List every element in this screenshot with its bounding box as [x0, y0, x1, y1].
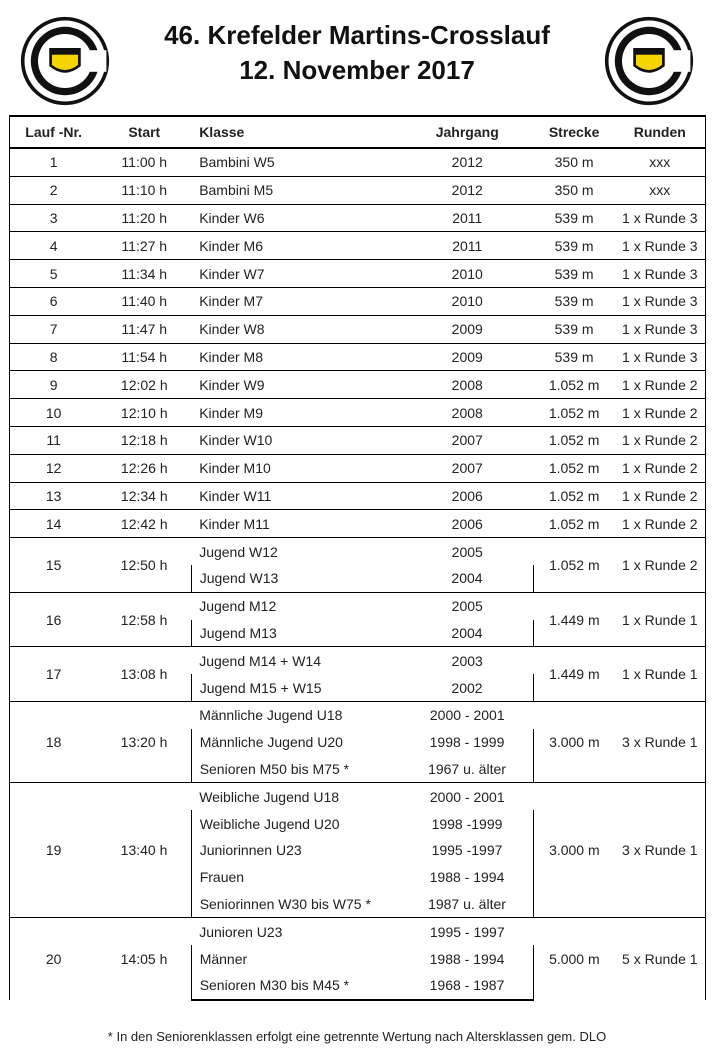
table-row [10, 647, 706, 674]
schedule-table [9, 115, 706, 1001]
cell-jahrgang: 2005 [401, 592, 534, 619]
cell-lauf-nr: 18 [10, 701, 98, 782]
table-row [10, 538, 706, 565]
cell-start: 14:05 h [97, 918, 191, 1000]
cell-klasse: Senioren M50 bis M75 * [191, 756, 401, 783]
footnote: * In den Seniorenklassen erfolgt eine getrennte Wertung nach Altersklassen gem. DLO [107, 1029, 607, 1044]
cell-strecke: 539 m [534, 343, 615, 371]
cell-strecke: 1.052 m [534, 371, 615, 399]
cell-start: 12:02 h [97, 371, 191, 399]
cell-runden: 1 x Runde 2 [615, 538, 706, 593]
cell-klasse: Jugend M15 + W15 [191, 674, 401, 701]
cell-jahrgang: 1967 u. älter [401, 756, 534, 783]
cell-jahrgang: 2010 [401, 287, 534, 315]
cell-klasse: Jugend M14 + W14 [191, 647, 401, 674]
cell-start: 12:42 h [97, 510, 191, 538]
column-header-start: Start [97, 116, 191, 148]
cell-start: 11:00 h [97, 148, 191, 176]
cell-runden: 1 x Runde 3 [615, 204, 706, 232]
cell-strecke: 539 m [534, 232, 615, 260]
cell-jahrgang: 2011 [401, 232, 534, 260]
cell-start: 12:58 h [97, 592, 191, 647]
cell-lauf-nr: 15 [10, 538, 98, 593]
cell-jahrgang: 2007 [401, 454, 534, 482]
cell-klasse: Kinder M7 [191, 287, 401, 315]
cell-lauf-nr: 14 [10, 510, 98, 538]
cell-runden: 1 x Runde 2 [615, 482, 706, 510]
page-title [110, 18, 604, 88]
cell-klasse: Kinder M11 [191, 510, 401, 538]
cell-klasse: Männliche Jugend U18 [191, 701, 401, 728]
cell-jahrgang: 2006 [401, 482, 534, 510]
cell-klasse: Jugend W12 [191, 538, 401, 565]
cell-start: 13:40 h [97, 783, 191, 918]
cell-runden: 1 x Runde 2 [615, 426, 706, 454]
cell-strecke: 1.052 m [534, 454, 615, 482]
cell-lauf-nr: 10 [10, 399, 98, 427]
cell-jahrgang: 1998 - 1999 [401, 729, 534, 756]
table-row [10, 399, 706, 427]
cell-jahrgang: 2010 [401, 260, 534, 288]
cell-klasse: Juniorinnen U23 [191, 837, 401, 864]
cell-strecke: 3.000 m [534, 783, 615, 918]
cell-klasse: Junioren U23 [191, 918, 401, 945]
schedule-body [10, 148, 706, 1000]
cell-strecke: 350 m [534, 176, 615, 204]
cell-runden: 1 x Runde 3 [615, 315, 706, 343]
cell-start: 13:20 h [97, 701, 191, 782]
club-logo-icon [604, 16, 694, 106]
cell-lauf-nr: 11 [10, 426, 98, 454]
cell-klasse: Kinder W11 [191, 482, 401, 510]
cell-lauf-nr: 19 [10, 783, 98, 918]
cell-klasse: Frauen [191, 864, 401, 891]
cell-klasse: Kinder M10 [191, 454, 401, 482]
table-row [10, 371, 706, 399]
cell-strecke: 1.052 m [534, 426, 615, 454]
cell-jahrgang: 2012 [401, 148, 534, 176]
title-line-date: 12. November 2017 [239, 55, 475, 85]
cell-runden: 1 x Runde 3 [615, 287, 706, 315]
cell-jahrgang: 2004 [401, 565, 534, 592]
cell-lauf-nr: 1 [10, 148, 98, 176]
cell-runden: 1 x Runde 2 [615, 454, 706, 482]
cell-strecke: 350 m [534, 148, 615, 176]
cell-klasse: Kinder W6 [191, 204, 401, 232]
column-header-klasse: Klasse [191, 116, 401, 148]
cell-jahrgang: 1995 - 1997 [401, 918, 534, 945]
cell-start: 12:34 h [97, 482, 191, 510]
table-row [10, 482, 706, 510]
cell-lauf-nr: 20 [10, 918, 98, 1000]
cell-strecke: 539 m [534, 287, 615, 315]
cell-jahrgang: 1998 -1999 [401, 810, 534, 837]
cell-start: 12:26 h [97, 454, 191, 482]
cell-lauf-nr: 4 [10, 232, 98, 260]
cell-start: 12:18 h [97, 426, 191, 454]
cell-klasse: Weibliche Jugend U18 [191, 783, 401, 810]
table-row [10, 592, 706, 619]
cell-strecke: 539 m [534, 315, 615, 343]
cell-strecke: 1.052 m [534, 510, 615, 538]
table-row [10, 454, 706, 482]
cell-jahrgang: 2000 - 2001 [401, 701, 534, 728]
column-header-jahrgang: Jahrgang [401, 116, 534, 148]
cell-lauf-nr: 6 [10, 287, 98, 315]
cell-runden: 5 x Runde 1 [615, 918, 706, 1000]
cell-strecke: 1.052 m [534, 482, 615, 510]
cell-lauf-nr: 17 [10, 647, 98, 702]
cell-runden: 1 x Runde 3 [615, 232, 706, 260]
cell-jahrgang: 1987 u. älter [401, 891, 534, 918]
table-row [10, 315, 706, 343]
cell-strecke: 3.000 m [534, 701, 615, 782]
cell-jahrgang: 1995 -1997 [401, 837, 534, 864]
table-row [10, 343, 706, 371]
cell-klasse: Kinder W8 [191, 315, 401, 343]
cell-klasse: Jugend W13 [191, 565, 401, 592]
table-row [10, 701, 706, 728]
cell-runden: 3 x Runde 1 [615, 701, 706, 782]
cell-klasse: Kinder M9 [191, 399, 401, 427]
cell-klasse: Jugend M12 [191, 592, 401, 619]
cell-lauf-nr: 12 [10, 454, 98, 482]
cell-klasse: Senioren M30 bis M45 * [191, 972, 401, 1000]
cell-runden: 3 x Runde 1 [615, 783, 706, 918]
table-header-row [10, 116, 706, 148]
cell-strecke: 1.052 m [534, 399, 615, 427]
cell-runden: 1 x Runde 1 [615, 592, 706, 647]
cell-strecke: 1.449 m [534, 592, 615, 647]
cell-klasse: Jugend M13 [191, 620, 401, 647]
cell-jahrgang: 2005 [401, 538, 534, 565]
table-row [10, 204, 706, 232]
club-logo-icon [20, 16, 110, 106]
cell-jahrgang: 2003 [401, 647, 534, 674]
cell-runden: 1 x Runde 3 [615, 260, 706, 288]
cell-lauf-nr: 8 [10, 343, 98, 371]
table-row [10, 148, 706, 176]
cell-runden: xxx [615, 176, 706, 204]
cell-strecke: 5.000 m [534, 918, 615, 1000]
cell-runden: 1 x Runde 2 [615, 371, 706, 399]
cell-start: 12:50 h [97, 538, 191, 593]
cell-start: 11:47 h [97, 315, 191, 343]
cell-start: 11:54 h [97, 343, 191, 371]
table-row [10, 918, 706, 945]
cell-lauf-nr: 9 [10, 371, 98, 399]
cell-jahrgang: 1968 - 1987 [401, 972, 534, 1000]
cell-jahrgang: 2000 - 2001 [401, 783, 534, 810]
cell-klasse: Seniorinnen W30 bis W75 * [191, 891, 401, 918]
cell-start: 11:20 h [97, 204, 191, 232]
column-header-lauf-nr: Lauf -Nr. [10, 116, 98, 148]
cell-jahrgang: 2009 [401, 343, 534, 371]
table-row [10, 232, 706, 260]
cell-strecke: 1.449 m [534, 647, 615, 702]
cell-strecke: 539 m [534, 260, 615, 288]
cell-lauf-nr: 13 [10, 482, 98, 510]
cell-jahrgang: 2009 [401, 315, 534, 343]
cell-lauf-nr: 7 [10, 315, 98, 343]
cell-klasse: Kinder W9 [191, 371, 401, 399]
cell-klasse: Kinder W10 [191, 426, 401, 454]
cell-klasse: Bambini W5 [191, 148, 401, 176]
cell-jahrgang: 2007 [401, 426, 534, 454]
table-row [10, 510, 706, 538]
cell-runden: xxx [615, 148, 706, 176]
cell-klasse: Bambini M5 [191, 176, 401, 204]
cell-jahrgang: 1988 - 1994 [401, 945, 534, 972]
cell-jahrgang: 2012 [401, 176, 534, 204]
cell-jahrgang: 2008 [401, 371, 534, 399]
table-row [10, 260, 706, 288]
cell-lauf-nr: 5 [10, 260, 98, 288]
cell-klasse: Kinder W7 [191, 260, 401, 288]
cell-strecke: 1.052 m [534, 538, 615, 593]
cell-runden: 1 x Runde 3 [615, 343, 706, 371]
cell-jahrgang: 2002 [401, 674, 534, 701]
cell-start: 11:40 h [97, 287, 191, 315]
table-row [10, 783, 706, 810]
table-row [10, 426, 706, 454]
cell-lauf-nr: 16 [10, 592, 98, 647]
cell-jahrgang: 2006 [401, 510, 534, 538]
cell-klasse: Männer [191, 945, 401, 972]
cell-start: 12:10 h [97, 399, 191, 427]
cell-runden: 1 x Runde 2 [615, 399, 706, 427]
cell-jahrgang: 1988 - 1994 [401, 864, 534, 891]
cell-klasse: Kinder M6 [191, 232, 401, 260]
title-line-event: 46. Krefelder Martins-Crosslauf [164, 20, 550, 50]
cell-start: 11:27 h [97, 232, 191, 260]
cell-start: 11:34 h [97, 260, 191, 288]
cell-runden: 1 x Runde 2 [615, 510, 706, 538]
cell-start: 13:08 h [97, 647, 191, 702]
cell-lauf-nr: 2 [10, 176, 98, 204]
cell-start: 11:10 h [97, 176, 191, 204]
cell-jahrgang: 2011 [401, 204, 534, 232]
cell-runden: 1 x Runde 1 [615, 647, 706, 702]
cell-klasse: Kinder M8 [191, 343, 401, 371]
cell-klasse: Weibliche Jugend U20 [191, 810, 401, 837]
cell-strecke: 539 m [534, 204, 615, 232]
cell-klasse: Männliche Jugend U20 [191, 729, 401, 756]
table-row [10, 176, 706, 204]
cell-jahrgang: 2004 [401, 620, 534, 647]
cell-jahrgang: 2008 [401, 399, 534, 427]
column-header-runden: Runden [615, 116, 706, 148]
cell-lauf-nr: 3 [10, 204, 98, 232]
table-row [10, 287, 706, 315]
column-header-strecke: Strecke [534, 116, 615, 148]
